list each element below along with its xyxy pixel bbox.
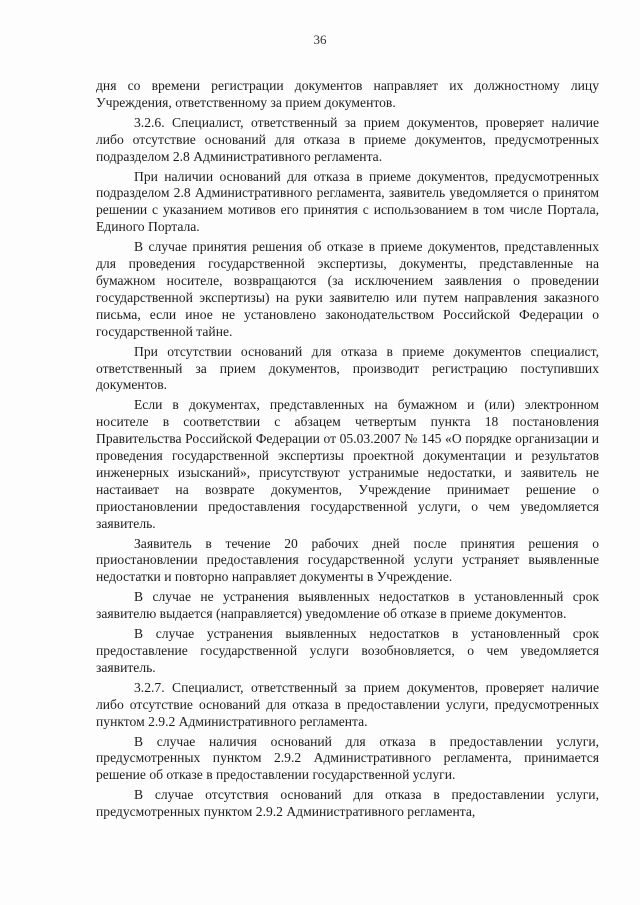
paragraph-not-fixed: В случае не устранения выявленных недостатков в установленный срок заявителю выдается (направляется) уведомление об отказе в приеме документов. <box>96 589 599 622</box>
document-body <box>96 78 599 824</box>
paragraph-refusal-decision: В случае наличия оснований для отказа в предоставлении услуги, предусмотренных пунктом 2.9.2 Административного регламента, принимается решение об отказе в предоставлении государственной услуги. <box>96 733 599 783</box>
page-number: 36 <box>313 32 327 47</box>
paragraph-3-2-6: 3.2.6. Специалист, ответственный за прием документов, проверяет наличие либо отсутствие оснований для отказа в приеме документов, предусмотренных подразделом 2.8 Административного регламента. <box>96 114 599 164</box>
paragraph-continuation: дня со времени регистрации документов направляет их должностному лицу Учреждения, ответственному за прием документов. <box>96 78 599 110</box>
paragraph-3-2-7: 3.2.7. Специалист, ответственный за прием документов, проверяет наличие либо отсутствие оснований для отказа в предоставлении услуги, предусмотренных пунктом 2.9.2 Административного регламента. <box>96 679 599 729</box>
paragraph-fixed: В случае устранения выявленных недостатков в установленный срок предоставление государственной услуги возобновляется, о чем уведомляется заявитель. <box>96 626 599 675</box>
paragraph-suspension: Если в документах, представленных на бумажном и (или) электронном носителе в соответствии с абзацем четвертым пункта 18 постановления Правительства Российской Федерации от 05.03.2007 № 145 «О порядке организации и проведения государственной экспертизы проектной документации и результатов инженерных изысканий», присутствуют устранимые недостатки, и заявитель не настаивает на возврате документов, Учреждение принимает решение о приостановлении предоставления государственной услуги, о чем уведомляется заявитель. <box>96 397 599 531</box>
paragraph-refusal-notice: При наличии оснований для отказа в приеме документов, предусмотренных подразделом 2.8 Административного регламента, заявитель уведомляется о принятом решении с указанием мотивов его принятия с использованием в том числе Портала, Единого Портала. <box>96 168 599 235</box>
paragraph-no-grounds: В случае отсутствия оснований для отказа в предоставлении услуги, предусмотренных пунктом 2.9.2 Административного регламента, <box>96 787 599 820</box>
paragraph-documents-return: В случае принятия решения об отказе в приеме документов, представленных для проведения государственной экспертизы, документы, представленные на бумажном носителе, возвращаются (за исключением заявления о проведении государственной экспертизы) на руки заявителю или путем направления заказного письма, если иное не установлено законодательством Российской Федерации о государственной тайне. <box>96 239 599 339</box>
paragraph-registration: При отсутствии оснований для отказа в приеме документов специалист, ответственный за прием документов, производит регистрацию поступивших документов. <box>96 343 599 393</box>
paragraph-deficiency-fix: Заявитель в течение 20 рабочих дней после принятия решения о приостановлении предоставления государственной услуги устраняет выявленные недостатки и повторно направляет документы в Учреждение. <box>96 535 599 585</box>
